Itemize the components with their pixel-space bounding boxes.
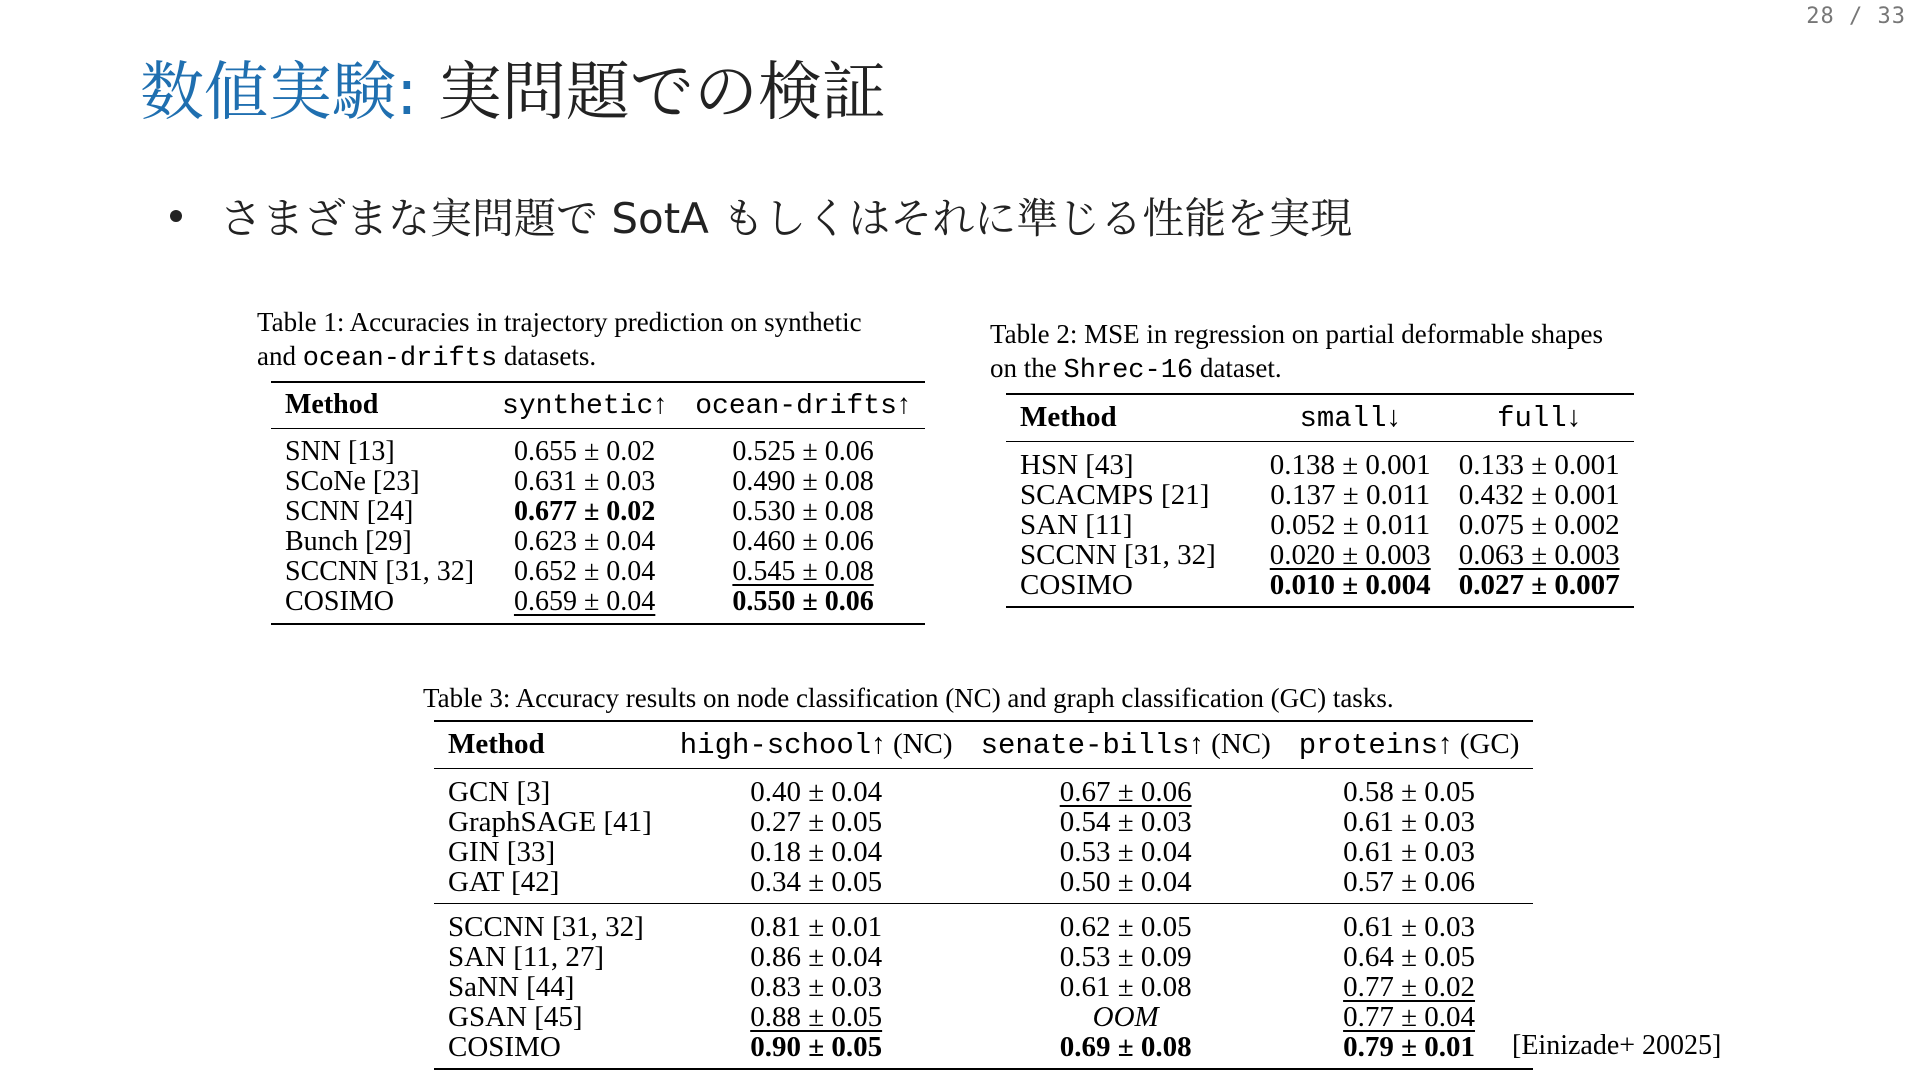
table-cell-best: 0.010 ± 0.004 xyxy=(1269,568,1431,601)
table1-header-ocean-label: ocean-drifts xyxy=(695,390,897,422)
table-cell: COSIMO xyxy=(1020,568,1133,601)
table-row xyxy=(434,972,1533,1002)
table1-header-row xyxy=(271,382,925,429)
table-cell: Bunch [29] xyxy=(285,525,412,557)
table-cell: 0.86 ± 0.04 xyxy=(750,940,883,973)
table-cell-second: 0.063 ± 0.003 xyxy=(1458,538,1620,571)
table-row xyxy=(271,557,925,587)
table-cell-best: 0.79 ± 0.01 xyxy=(1343,1030,1476,1063)
table2-header-row xyxy=(1006,394,1634,442)
table-cell: 0.137 ± 0.011 xyxy=(1270,478,1431,511)
table3-header-method: Method xyxy=(448,728,545,761)
table-cell: 0.133 ± 0.001 xyxy=(1458,448,1620,481)
table-row xyxy=(271,467,925,497)
table-cell: 0.40 ± 0.04 xyxy=(750,775,883,808)
table-cell-second: 0.545 ± 0.08 xyxy=(732,555,874,587)
table-cell: 0.81 ± 0.01 xyxy=(750,910,883,943)
table-cell: 0.525 ± 0.06 xyxy=(732,435,874,467)
table-cell: 0.57 ± 0.06 xyxy=(1343,865,1476,898)
table-cell-second: 0.77 ± 0.04 xyxy=(1343,1000,1476,1033)
bullet-item xyxy=(170,186,1352,246)
table-row xyxy=(271,587,925,624)
table-row xyxy=(434,942,1533,972)
table2-block xyxy=(990,318,1634,608)
table-cell-second: 0.88 ± 0.05 xyxy=(750,1000,883,1033)
table-cell: 0.61 ± 0.03 xyxy=(1343,805,1476,838)
table-row xyxy=(271,527,925,557)
table-cell: SCCNN [31, 32] xyxy=(285,555,475,587)
table1-header-method: Method xyxy=(285,389,379,420)
table1-caption-b: and xyxy=(257,340,303,371)
bullet-dot-icon xyxy=(170,210,182,222)
table-cell: 0.27 ± 0.05 xyxy=(750,805,883,838)
table-cell: COSIMO xyxy=(285,585,394,617)
table-cell: 0.58 ± 0.05 xyxy=(1343,775,1476,808)
table3-header-proteins xyxy=(1285,721,1534,769)
table2-header-small-label: small xyxy=(1299,401,1387,435)
table-cell: SCoNe [23] xyxy=(285,465,420,497)
table-row xyxy=(1006,570,1634,607)
table2-header-full-arrow: ↓ xyxy=(1566,400,1582,433)
table-cell: SCCNN [31, 32] xyxy=(1020,538,1216,571)
table-cell: 0.54 ± 0.03 xyxy=(1059,805,1192,838)
citation: [Einizade+ 20025] xyxy=(1512,1030,1722,1061)
table-row xyxy=(1006,480,1634,510)
table-row xyxy=(434,1032,1533,1069)
table3-header-senate-bills xyxy=(967,721,1285,769)
slide-title-rest: 実問題での検証 xyxy=(417,56,886,130)
table2-header-full-label: full xyxy=(1497,401,1567,435)
table1-block xyxy=(257,306,925,625)
table1-caption xyxy=(257,306,925,377)
table-cell: SNN [13] xyxy=(285,435,395,467)
table3-header-senate-bills-suffix: ↑ (NC) xyxy=(1189,727,1271,760)
table-cell: 0.460 ± 0.06 xyxy=(732,525,874,557)
table-cell: 0.61 ± 0.08 xyxy=(1059,970,1192,1003)
table-cell-second: 0.67 ± 0.06 xyxy=(1059,775,1192,808)
table-cell: GAT [42] xyxy=(448,865,560,898)
table-cell: HSN [43] xyxy=(1020,448,1134,481)
table-cell-best: 0.677 ± 0.02 xyxy=(513,495,656,527)
table2-caption xyxy=(990,318,1634,389)
table-row xyxy=(1006,510,1634,540)
table2-header-small xyxy=(1230,394,1445,442)
table-row xyxy=(1006,441,1634,480)
table1-header-synthetic xyxy=(488,382,681,429)
table-cell-best: 0.90 ± 0.05 xyxy=(750,1030,883,1063)
table1-caption-line1: Table 1: Accuracies in trajectory prediction on synthetic xyxy=(257,307,862,337)
table-row xyxy=(434,1002,1533,1032)
table-cell-best: 0.027 ± 0.007 xyxy=(1458,568,1620,601)
table-cell: 0.53 ± 0.04 xyxy=(1059,835,1192,868)
table-cell: 0.530 ± 0.08 xyxy=(732,495,874,527)
table1-caption-c: datasets. xyxy=(497,340,597,371)
table-cell: 0.652 ± 0.04 xyxy=(513,555,656,587)
table-cell: 0.052 ± 0.011 xyxy=(1270,508,1431,541)
table2-header-full xyxy=(1445,394,1634,442)
table-cell: COSIMO xyxy=(448,1030,561,1063)
table-cell: 0.623 ± 0.04 xyxy=(513,525,656,557)
table3-header-high-school-label: high-school xyxy=(679,728,872,762)
table-row xyxy=(434,768,1533,807)
table1 xyxy=(271,381,925,625)
table2-caption-b: on the xyxy=(990,352,1064,383)
table-cell: 0.18 ± 0.04 xyxy=(750,835,883,868)
table2-caption-mono: Shrec-16 xyxy=(1063,355,1194,386)
table-cell: 0.34 ± 0.05 xyxy=(750,865,883,898)
table-cell-second: 0.77 ± 0.02 xyxy=(1343,970,1476,1003)
table-cell: 0.138 ± 0.001 xyxy=(1269,448,1431,481)
table-cell: GCN [3] xyxy=(448,775,551,808)
table3-caption: Table 3: Accuracy results on node classification (NC) and graph classification (GC) tasks. xyxy=(423,683,1394,713)
table3-block xyxy=(423,682,1533,1070)
table-cell: SCNN [24] xyxy=(285,495,414,527)
table-cell-best: 0.69 ± 0.08 xyxy=(1059,1030,1192,1063)
table2-header-small-arrow: ↓ xyxy=(1386,400,1401,433)
table-row xyxy=(1006,540,1634,570)
bullet-text: さまざまな実問題で SotA もしくはそれに準じる性能を実現 xyxy=(220,194,1353,243)
table-cell: 0.490 ± 0.08 xyxy=(732,465,874,497)
table-row xyxy=(434,837,1533,867)
table-cell: 0.61 ± 0.03 xyxy=(1343,910,1476,943)
table3-header-row xyxy=(434,721,1533,769)
table-cell: SaNN [44] xyxy=(448,970,575,1003)
table-cell: 0.631 ± 0.03 xyxy=(513,465,656,497)
table1-header-synthetic-label: synthetic xyxy=(502,390,654,422)
table2-caption-line1: Table 2: MSE in regression on partial deformable shapes xyxy=(990,319,1603,349)
table-cell: 0.50 ± 0.04 xyxy=(1059,865,1192,898)
slide-title-accent: 数値実験: xyxy=(140,56,418,130)
table1-header-ocean-arrow: ↑ xyxy=(896,388,911,420)
table1-caption-mono: ocean-drifts xyxy=(302,343,498,374)
table-cell: 0.075 ± 0.002 xyxy=(1458,508,1620,541)
table-cell: SCCNN [31, 32] xyxy=(448,910,644,943)
table-cell-oom: OOM xyxy=(1092,1000,1159,1033)
table-cell: 0.64 ± 0.05 xyxy=(1343,940,1476,973)
table3-header-proteins-suffix: ↑ (GC) xyxy=(1438,727,1520,760)
table2-caption-c: dataset. xyxy=(1193,352,1282,383)
table3-header-high-school-suffix: ↑ (NC) xyxy=(871,727,953,760)
table-cell: GSAN [45] xyxy=(448,1000,583,1033)
table3-header-high-school xyxy=(666,721,967,769)
table-cell-second: 0.659 ± 0.04 xyxy=(513,585,656,617)
table-cell: GraphSAGE [41] xyxy=(448,805,652,838)
table-row xyxy=(271,428,925,467)
table1-header-ocean xyxy=(681,382,925,429)
slide-title xyxy=(140,58,886,128)
table-cell: 0.61 ± 0.03 xyxy=(1343,835,1476,868)
table-row xyxy=(271,497,925,527)
table2 xyxy=(1006,393,1634,608)
table-cell: 0.53 ± 0.09 xyxy=(1059,940,1192,973)
table-row xyxy=(434,903,1533,942)
table-cell: 0.655 ± 0.02 xyxy=(513,435,656,467)
table-cell: 0.83 ± 0.03 xyxy=(750,970,883,1003)
table-cell: GIN [33] xyxy=(448,835,556,868)
table3 xyxy=(434,720,1533,1070)
table-cell: SAN [11] xyxy=(1020,508,1133,541)
table-cell: 0.432 ± 0.001 xyxy=(1458,478,1620,511)
table-cell-best: 0.550 ± 0.06 xyxy=(732,585,874,617)
table1-header-synthetic-arrow: ↑ xyxy=(653,388,668,420)
table3-header-senate-bills-label: senate-bills xyxy=(980,728,1190,762)
table-cell: 0.62 ± 0.05 xyxy=(1059,910,1192,943)
table3-header-proteins-label: proteins xyxy=(1298,728,1438,762)
page-number: 28 / 33 xyxy=(1806,4,1906,29)
table-cell: SAN [11, 27] xyxy=(448,940,605,973)
table-row xyxy=(434,867,1533,904)
table-row xyxy=(434,807,1533,837)
table2-header-method: Method xyxy=(1020,401,1117,433)
table-cell-second: 0.020 ± 0.003 xyxy=(1269,538,1431,571)
table-cell: SCACMPS [21] xyxy=(1020,478,1210,511)
